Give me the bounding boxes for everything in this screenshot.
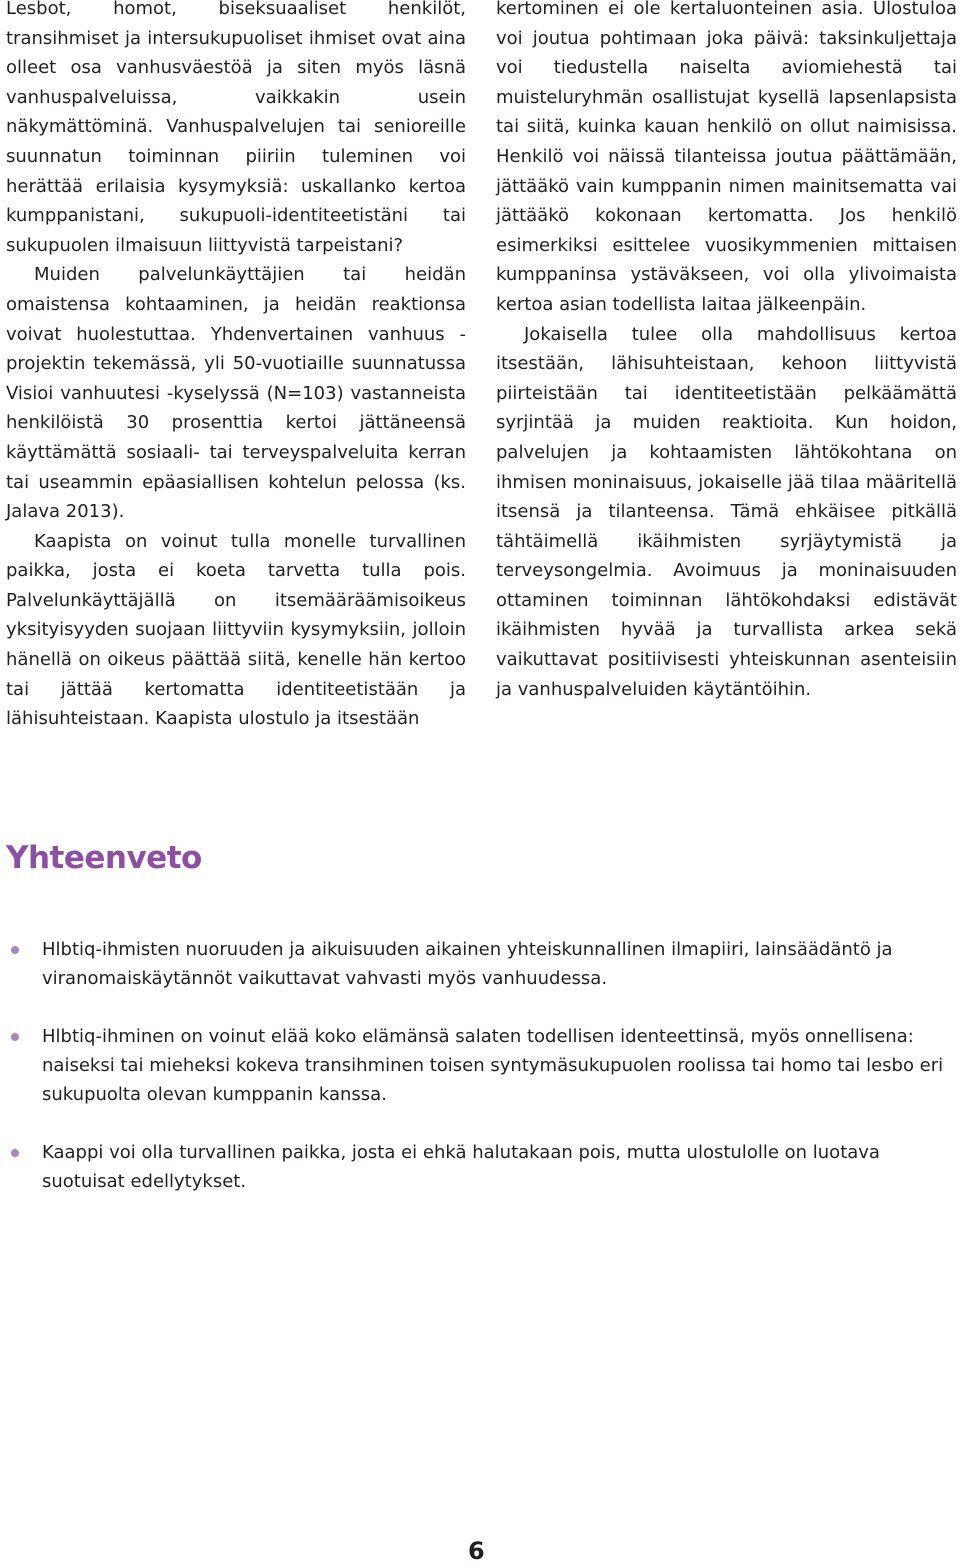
left-paragraph-2: Muiden palvelunkäyttäjien tai heidän omaistensa kohtaaminen, ja heidän reaktionsa voivat huolestuttaa. Yhdenvertainen vanhuus -projektin tekemässä, yli 50-vuotiaille suunnatussa Visioi vanhuutesi -kyselyssä (N=103) vastanneista henkilöistä 30 prosenttia kertoi jättäneensä käyttämättä sosiaali- tai terveyspalveluita kerran tai useammin epäasiallisen kohtelun pelossa (ks. Jalava 2013). bbox=[6, 264, 466, 523]
summary-item-text: Kaappi voi olla turvallinen paikka, josta ei ehkä halutakaan pois, mutta ulostulolle on luotava suotuisat edellytykset. bbox=[42, 1142, 880, 1192]
right-column bbox=[496, 0, 957, 704]
left-paragraph-1: Lesbot, homot, biseksuaaliset henkilöt, transihmiset ja intersukupuoliset ihmiset ovat aina olleet osa vanhusväestöä ja siten myös läsnä vanhuspalveluissa, vaikkakin usein näkymättöminä. Vanhuspalvelujen tai senioreille suunnatun toiminnan piiriin tuleminen voi herättää erilaisia kysymyksiä: uskallanko kertoa kumppanistani, sukupuoli-identiteetistäni tai sukupuolen ilmaisuun liittyvistä tarpeistani? bbox=[6, 0, 466, 256]
page-number: 6 bbox=[468, 1537, 485, 1565]
right-paragraph-1: kertominen ei ole kertaluonteinen asia. Ulostuloa voi joutua pohtimaan joka päivä: taksinkuljettaja voi tiedustella naiselta aviomiehestä tai muisteluryhmän osallistujat kysellä lapsenlapsista tai siitä, kuinka kauan henkilö on ollut naimisissa. Henkilö voi näissä tilanteissa joutua päättämään, jättääkö vain kumppanin nimen mainitsematta vai jättääkö kokonaan kertomatta. Jos henkilö esimerkiksi esittelee vuosikymmenien mittaisen kumppaninsa ystäväkseen, voi olla ylivoimaista kertoa asian todellista laitaa jälkeenpäin. bbox=[496, 0, 957, 315]
left-column bbox=[6, 0, 466, 734]
bullet-dot-icon bbox=[11, 1149, 19, 1157]
summary-item bbox=[0, 1022, 956, 1109]
right-paragraph-2: Jokaisella tulee olla mahdollisuus kertoa itsestään, lähisuhteistaan, kehoon liittyvistä piirteistään tai identiteetistään pelkäämättä syrjintää ja muiden reaktioita. Kun hoidon, palvelujen ja kohtaamisten lähtökohtana on ihmisen moninaisuus, jokaiselle jää tilaa määritellä itsensä ja tilanteensa. Tämä ehkäisee pitkällä tähtäimellä ikäihmisten syrjäytymistä ja terveysongelmia. Avoimuus ja moninaisuuden ottaminen toiminnan lähtökohdaksi edistävät ikäihmisten hyvää ja turvallista arkea sekä vaikuttavat positiivisesti yhteiskunnan asenteisiin ja vanhuspalveluiden käytäntöihin. bbox=[496, 323, 957, 700]
summary-item bbox=[0, 935, 956, 993]
summary-item-text: Hlbtiq-ihminen on voinut elää koko elämänsä salaten todellisen identeettinsä, myös onnellisena: naiseksi tai mieheksi kokeva transihminen toisen syntymäsukupuolen roolissa tai homo tai lesbo eri sukupuolta olevan kumppanin kanssa. bbox=[42, 1026, 944, 1105]
bullet-dot-icon bbox=[11, 946, 19, 954]
summary-list bbox=[0, 935, 960, 1225]
bullet-dot-icon bbox=[11, 1033, 19, 1041]
summary-heading: Yhteenveto bbox=[6, 840, 202, 876]
summary-item bbox=[0, 1138, 956, 1196]
summary-item-text: Hlbtiq-ihmisten nuoruuden ja aikuisuuden aikainen yhteiskunnallinen ilmapiiri, lainsäädäntö ja viranomaiskäytännöt vaikuttavat vahvasti myös vanhuudessa. bbox=[42, 939, 893, 989]
left-paragraph-3: Kaapista on voinut tulla monelle turvallinen paikka, josta ei koeta tarvetta tulla pois. Palvelunkäyttäjällä on itsemääräämisoikeus yksityisyyden suojaan liittyviin kysymyksiin, jolloin hänellä on oikeus päättää siitä, kenelle hän kertoo tai jättää kertomatta identiteetistään ja lähisuhteistaan. Kaapista ulostulo ja itsestään bbox=[6, 530, 466, 730]
